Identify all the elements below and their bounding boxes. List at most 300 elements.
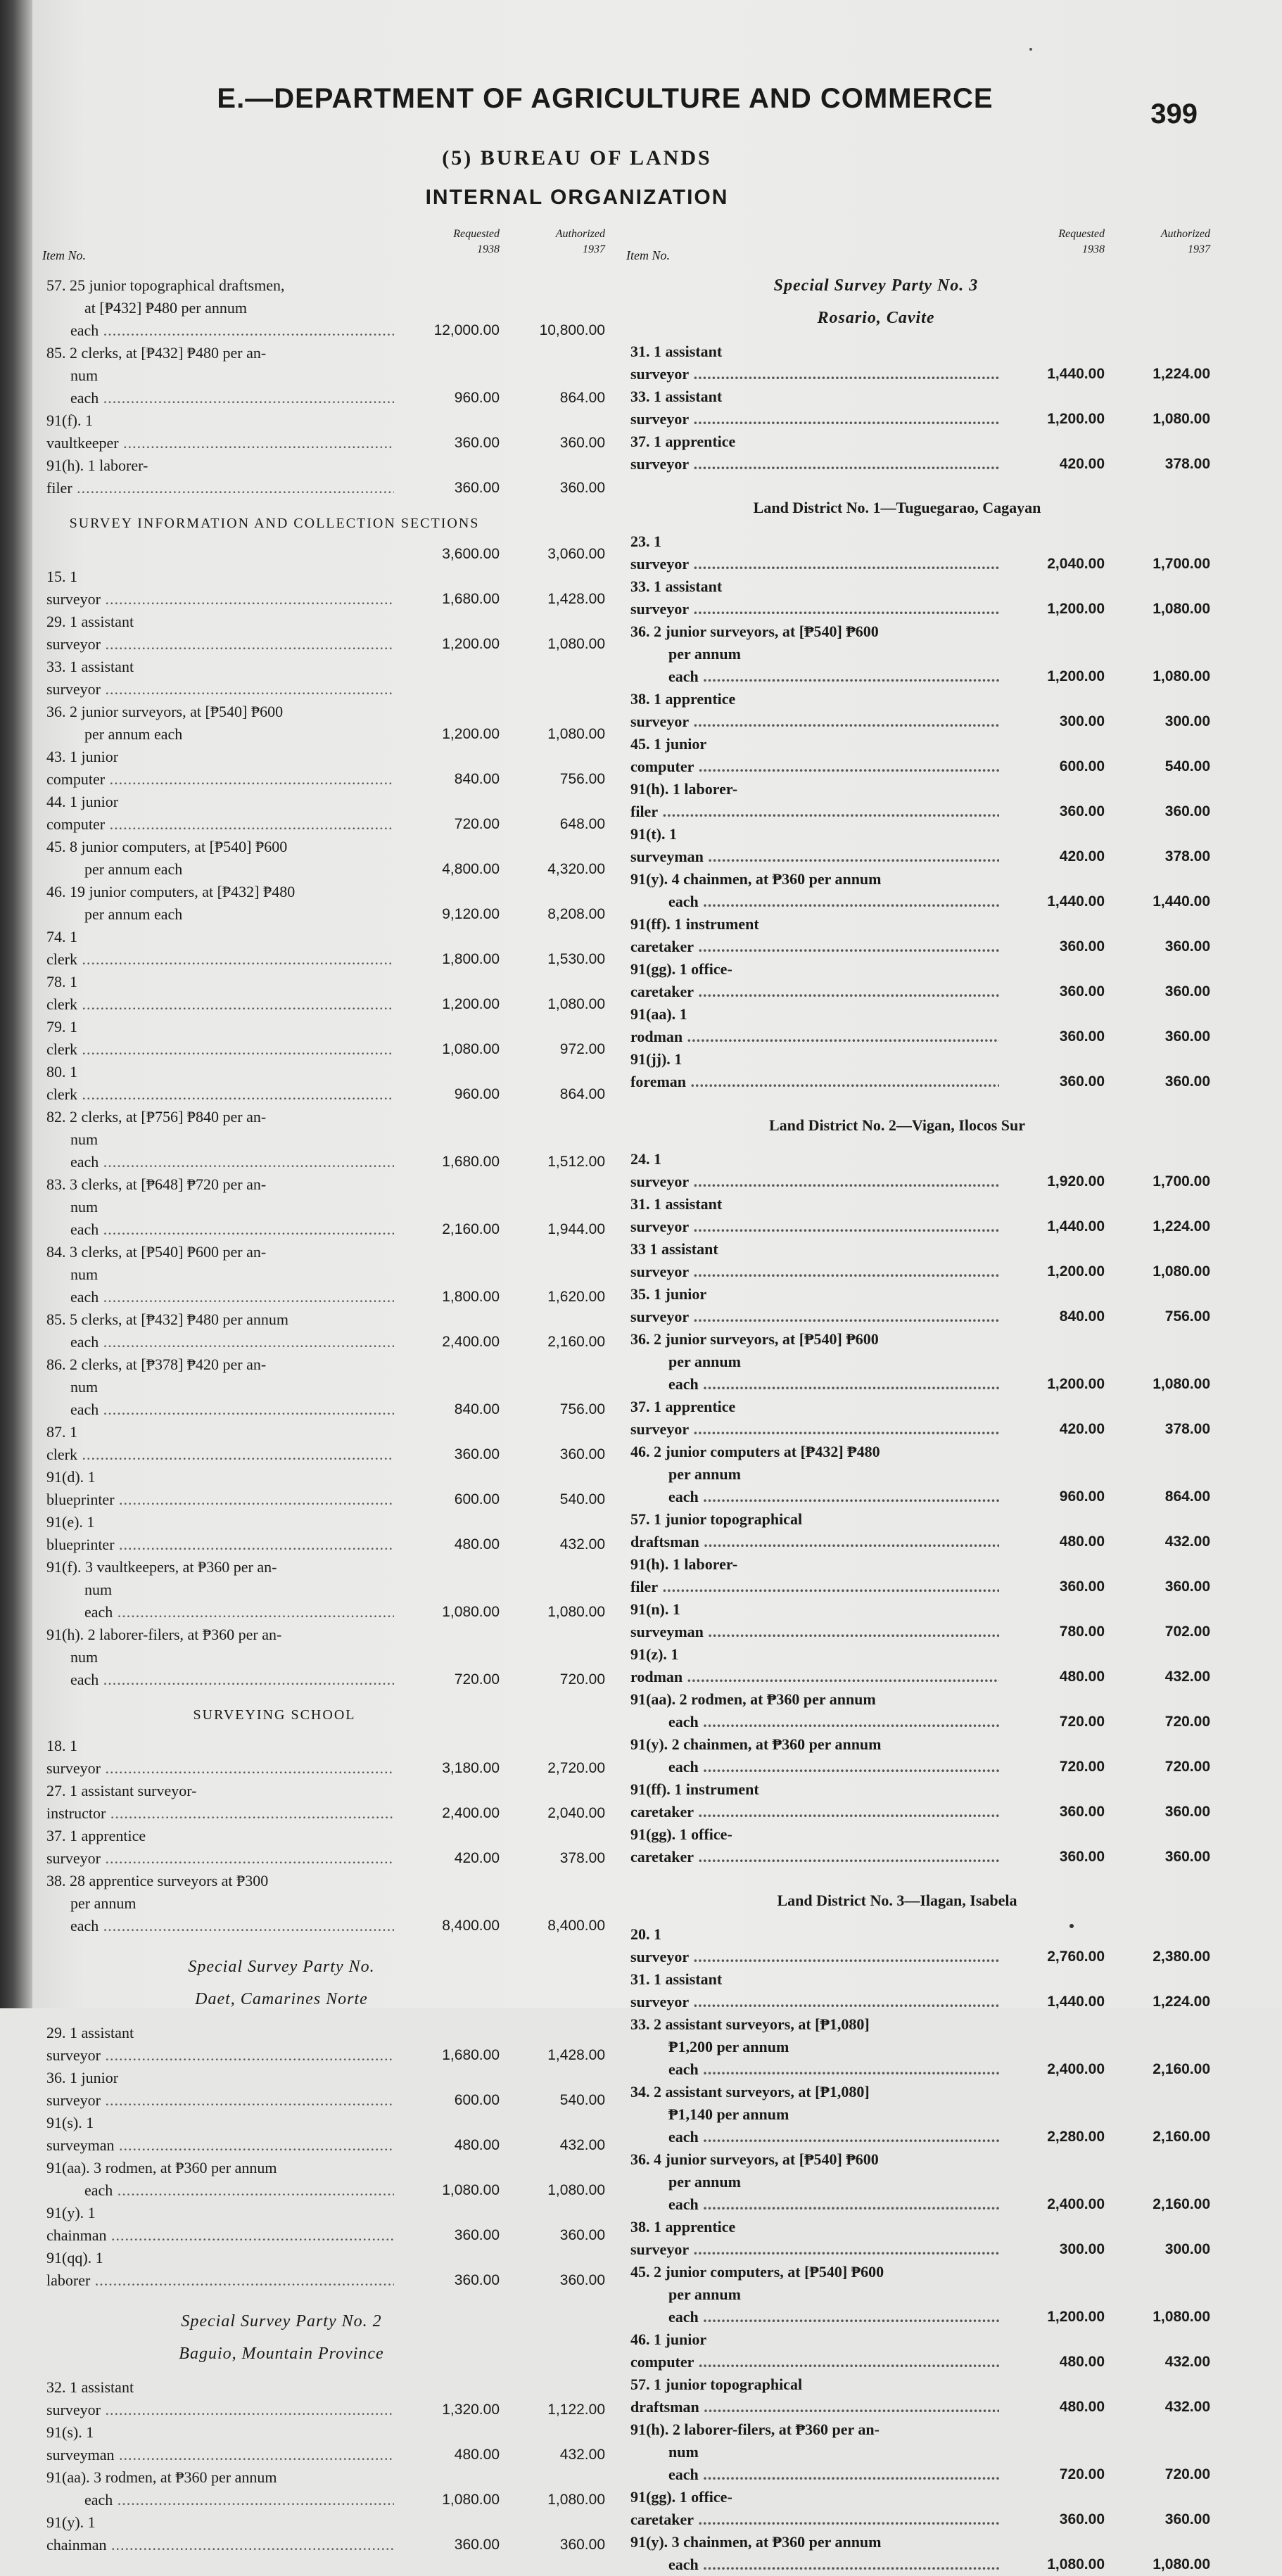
authorized-amount: 702.00	[1164, 1624, 1210, 1640]
row-description-text: 45. 8 junior computers, at [₱540] ₱600	[46, 838, 288, 855]
row-description-text: 91(y). 1 chainman .....	[46, 2513, 394, 2553]
requested-amount: 480.00	[454, 2447, 500, 2463]
right-column	[626, 227, 1210, 2576]
requested-amount: 1,680.00	[442, 591, 500, 607]
district2-rows	[626, 1148, 1210, 1868]
row-description-text: 36. 2 junior surveyors, at [₱540] ₱600	[630, 1330, 879, 1348]
authorized-amount: 3,060.00	[547, 546, 605, 562]
row-description	[42, 566, 394, 611]
requested-amount: 1,200.00	[442, 726, 500, 742]
requested-amount: 360.00	[454, 2227, 500, 2243]
table-row	[626, 431, 1210, 476]
table-row	[42, 319, 605, 342]
row-description-text: 29. 1 assistant surveyor .....	[46, 2024, 394, 2064]
row-description	[42, 926, 394, 971]
authorized-amount: 432.00	[1164, 2354, 1210, 2370]
row-description-text: 91(f). 1 vaultkeeper .....	[46, 412, 394, 452]
authorized-amount: 360.00	[1164, 1028, 1210, 1045]
row-description	[626, 2418, 999, 2441]
requested-amount: 2,280.00	[1047, 2129, 1105, 2145]
row-description	[626, 1193, 999, 1238]
requested-amount: 480.00	[1059, 2399, 1105, 2415]
party1-title: Special Survey Party No.	[188, 1958, 375, 1976]
row-description-text: 37. 1 apprentice surveyor .....	[630, 1398, 999, 1438]
authorized-amount: 1,944.00	[547, 1221, 605, 1237]
table-row	[42, 926, 605, 971]
row-description	[42, 1331, 394, 1353]
requested-amount: 420.00	[1059, 848, 1105, 865]
row-description	[626, 620, 999, 643]
authorized-amount: 720.00	[559, 1671, 605, 1688]
table-row	[626, 340, 1210, 385]
row-description-text: ₱1,200 per annum each .....	[668, 2038, 999, 2078]
table-row	[626, 2486, 1210, 2531]
table-row	[626, 1283, 1210, 1328]
row-description-text: num each .....	[70, 1130, 394, 1171]
requested-amount: 480.00	[1059, 1534, 1105, 1550]
authorized-amount: 756.00	[559, 771, 605, 787]
row-description-text: 57. 1 junior topographical draftsman .....	[630, 2376, 999, 2416]
table-row	[42, 656, 605, 701]
table-row	[42, 2022, 605, 2067]
authorized-amount: 1,080.00	[1153, 1263, 1210, 1280]
requested-header	[394, 227, 500, 267]
table-row	[626, 688, 1210, 733]
row-description-text: num each .....	[70, 1648, 394, 1688]
requested-amount: 1,200.00	[1047, 1263, 1105, 1280]
row-description	[42, 1241, 394, 1263]
bureau-title: (5) BUREAU OF LANDS	[442, 146, 712, 170]
table-row	[42, 1556, 605, 1579]
party3-title: Special Survey Party No. 3	[773, 276, 979, 295]
authorized-amount: 2,040.00	[547, 1805, 605, 1821]
requested-amount: 1,200.00	[1047, 668, 1105, 684]
row-description-text: each .....	[668, 1758, 999, 1775]
row-description-text: num each .....	[84, 1581, 394, 1621]
row-description-text: per annum each .....	[668, 1353, 999, 1393]
requested-amount: 1,200.00	[1047, 2309, 1105, 2325]
row-description	[42, 746, 394, 791]
authorized-amount: 360.00	[1164, 1804, 1210, 1820]
row-description	[626, 1508, 999, 1553]
row-description	[42, 2421, 394, 2466]
table-row	[42, 2067, 605, 2112]
requested-amount: 780.00	[1059, 1624, 1105, 1640]
authorized-amount: 378.00	[1164, 1421, 1210, 1437]
row-description-text: 43. 1 junior computer .....	[46, 748, 394, 788]
table-row	[42, 454, 605, 499]
row-description	[42, 2112, 394, 2157]
row-description-text: ₱1,140 per annum each .....	[668, 2105, 999, 2145]
table-row	[626, 958, 1210, 1003]
table-row	[626, 868, 1210, 891]
authorized-amount: 648.00	[559, 816, 605, 832]
row-description-text: 33 1 assistant surveyor .....	[630, 1240, 999, 1280]
row-description	[42, 1421, 394, 1466]
authorized-amount: 1,512.00	[547, 1154, 605, 1170]
requested-amount: 4,800.00	[442, 861, 500, 877]
requested-amount: 1,440.00	[1047, 1994, 1105, 2010]
table-row	[42, 1196, 605, 1241]
row-description-text: per annum each	[84, 860, 183, 878]
requested-amount: 360.00	[1059, 803, 1105, 820]
table-row	[42, 858, 605, 881]
district2-title: Land District No. 2—Vigan, Ilocos Sur	[768, 1116, 1026, 1134]
row-description-text: 34. 2 assistant surveyors, at [₱1,080]	[630, 2083, 870, 2100]
table-row	[626, 913, 1210, 958]
row-description	[42, 1892, 394, 1937]
row-description	[42, 2511, 394, 2556]
authorized-amount: 1,428.00	[547, 2047, 605, 2063]
row-description	[626, 431, 999, 476]
row-description-text: 85. 2 clerks, at [₱432] ₱480 per an-	[46, 344, 267, 362]
authorized-amount: 378.00	[559, 1850, 605, 1866]
row-description-text: 46. 2 junior computers at [₱432] ₱480	[630, 1443, 880, 1460]
authorized-amount: 1,080.00	[1153, 601, 1210, 617]
table-row	[42, 1646, 605, 1691]
row-description	[42, 274, 394, 297]
table-row	[42, 409, 605, 454]
authorized-amount: 1,080.00	[1153, 2309, 1210, 2325]
section-title: INTERNAL ORGANIZATION	[425, 186, 729, 209]
row-description-text: 36. 2 junior surveyors, at [₱540] ₱600	[46, 703, 284, 720]
requested-amount: 360.00	[1059, 1579, 1105, 1595]
district3-rows	[626, 1923, 1210, 2576]
authorized-amount: 1,080.00	[1153, 1376, 1210, 1392]
requested-amount: 300.00	[1059, 713, 1105, 729]
authorized-amount: 300.00	[1164, 2241, 1210, 2257]
row-description-text: 44. 1 junior computer .....	[46, 793, 394, 833]
row-description	[626, 2486, 999, 2531]
row-description-text: per annum each	[84, 905, 183, 923]
row-description-text: 45. 1 junior computer .....	[630, 735, 999, 775]
row-description	[626, 1968, 999, 2013]
requested-amount: 1,080.00	[442, 2492, 500, 2508]
row-description	[626, 2373, 999, 2418]
table-row	[42, 1579, 605, 1624]
table-row	[42, 342, 605, 364]
row-description-text: 91(h). 1 laborer-filer .....	[46, 457, 394, 497]
row-description-text: each .....	[668, 2556, 999, 2573]
row-description-text: 31. 1 assistant surveyor .....	[630, 1195, 999, 1235]
row-description-text: num each .....	[70, 1265, 394, 1306]
table-row	[626, 2531, 1210, 2553]
requested-amount: 720.00	[1059, 2466, 1105, 2482]
row-description-text: 91(y). 3 chainmen, at ₱360 per annum	[630, 2533, 882, 2551]
row-description	[42, 723, 394, 746]
row-description	[626, 1003, 999, 1048]
row-description-text: 82. 2 clerks, at [₱756] ₱840 per an-	[46, 1108, 267, 1126]
party2-rows	[42, 2376, 605, 2556]
party3-rows	[626, 340, 1210, 476]
row-description	[626, 688, 999, 733]
table-row	[626, 1238, 1210, 1283]
requested-amount: 720.00	[1059, 1759, 1105, 1775]
requested-amount: 3,600.00	[442, 546, 500, 562]
table-row	[626, 1643, 1210, 1688]
authorized-amount: 360.00	[559, 2227, 605, 2243]
row-description-text: num each .....	[70, 366, 394, 407]
table-row	[626, 1003, 1210, 1048]
authorized-amount: 540.00	[559, 1491, 605, 1507]
surveying-school-heading: SURVEYING SCHOOL	[193, 1707, 356, 1723]
row-description	[42, 364, 394, 409]
row-description	[42, 1825, 394, 1870]
requested-amount: 1,440.00	[1047, 366, 1105, 382]
row-description	[42, 1646, 394, 1691]
row-description	[626, 2531, 999, 2553]
authorized-amount: 360.00	[1164, 938, 1210, 955]
requested-amount: 2,400.00	[442, 1805, 500, 1821]
requested-amount: 600.00	[454, 1491, 500, 1507]
row-description-text: each .....	[668, 1713, 999, 1730]
row-description-text: 91(f). 3 vaultkeepers, at ₱360 per an-	[46, 1558, 277, 1576]
requested-amount: 12,000.00	[433, 322, 500, 338]
table-row	[42, 1376, 605, 1421]
authorized-amount: 1,440.00	[1153, 893, 1210, 910]
authorized-amount: 360.00	[559, 1446, 605, 1462]
authorized-amount: 1,080.00	[1153, 668, 1210, 684]
table-row	[42, 2179, 605, 2202]
authorized-amount: 8,400.00	[547, 1918, 605, 1934]
row-description	[626, 575, 999, 620]
requested-amount: 360.00	[1059, 1073, 1105, 1090]
requested-amount: 840.00	[454, 1401, 500, 1417]
table-row	[626, 1463, 1210, 1508]
row-description	[626, 733, 999, 778]
requested-amount: 9,120.00	[442, 906, 500, 922]
row-description-text: 33. 1 assistant surveyor .....	[46, 658, 394, 698]
row-description-text: 37. 1 apprentice surveyor .....	[46, 1827, 394, 1867]
requested-amount: 1,200.00	[442, 636, 500, 652]
item-no-header: Item No.	[42, 248, 86, 262]
row-description	[626, 1823, 999, 1868]
table-row	[626, 733, 1210, 778]
table-row	[626, 1351, 1210, 1396]
requested-amount: 300.00	[1059, 2241, 1105, 2257]
row-description-text: 86. 2 clerks, at [₱378] ₱420 per an-	[46, 1356, 267, 1373]
authorized-amount: 432.00	[559, 2447, 605, 2463]
row-description	[42, 2179, 394, 2202]
row-description-text: each .....	[70, 321, 394, 339]
authorized-amount: 720.00	[1164, 1714, 1210, 1730]
requested-amount: 1,800.00	[442, 951, 500, 967]
row-description	[626, 891, 999, 913]
row-description-text: 91(gg). 1 office-caretaker .....	[630, 960, 999, 1000]
requested-amount: 720.00	[1059, 1714, 1105, 1730]
row-description-text: 91(gg). 1 office-caretaker .....	[630, 2488, 999, 2528]
authorized-amount: 360.00	[1164, 1849, 1210, 1865]
authorized-amount: 1,080.00	[547, 1604, 605, 1620]
authorized-amount: 432.00	[559, 1536, 605, 1552]
row-description	[42, 971, 394, 1016]
table-row	[626, 823, 1210, 868]
table-row	[42, 2466, 605, 2489]
survey-sections-heading: SURVEY INFORMATION AND COLLECTION SECTIONS	[69, 516, 480, 531]
requested-amount: 360.00	[1059, 938, 1105, 955]
table-row	[42, 1624, 605, 1646]
party3-place: Rosario, Cavite	[817, 309, 935, 327]
row-description	[42, 1128, 394, 1173]
requested-amount: 2,400.00	[1047, 2061, 1105, 2077]
row-description	[626, 340, 999, 385]
row-description	[42, 1870, 394, 1892]
row-description-text: 91(y). 1 chainman .....	[46, 2204, 394, 2244]
row-description-text: 91(ff). 1 instrument caretaker .....	[630, 1780, 999, 1821]
requested-amount: 2,760.00	[1047, 1949, 1105, 1965]
requested-amount: 1,200.00	[1047, 1376, 1105, 1392]
row-description	[626, 2103, 999, 2148]
requested-amount: 1,920.00	[1047, 1173, 1105, 1190]
requested-label: Requested	[453, 228, 500, 240]
row-description-text: 23. 1 surveyor .....	[630, 533, 999, 573]
table-row	[42, 1308, 605, 1331]
row-description	[42, 858, 394, 881]
table-row	[626, 575, 1210, 620]
table-row	[42, 881, 605, 903]
requested-amount: 360.00	[454, 2537, 500, 2553]
requested-amount: 1,680.00	[442, 2047, 500, 2063]
row-description-text: 84. 3 clerks, at [₱540] ₱600 per an-	[46, 1243, 267, 1261]
row-description-text: 33. 1 assistant surveyor .....	[630, 578, 999, 618]
table-row	[42, 1870, 605, 1892]
authorized-amount: 540.00	[1164, 758, 1210, 774]
authorized-amount: 360.00	[1164, 983, 1210, 1000]
table-row	[626, 2171, 1210, 2216]
authorized-amount: 8,208.00	[547, 906, 605, 922]
row-description	[42, 1376, 394, 1421]
requested-amount: 360.00	[1059, 983, 1105, 1000]
requested-amount: 420.00	[1059, 1421, 1105, 1437]
table-row	[626, 1823, 1210, 1868]
authorized-amount: 1,224.00	[1153, 1218, 1210, 1235]
party1-place: Daet, Camarines Norte	[195, 1990, 368, 2008]
row-description	[42, 1780, 394, 1825]
authorized-amount: 1,224.00	[1153, 1994, 1210, 2010]
requested-amount: 1,080.00	[1047, 2556, 1105, 2572]
row-description-text: 45. 2 junior computers, at [₱540] ₱600	[630, 2263, 884, 2281]
row-description-text: 29. 1 assistant surveyor .....	[46, 613, 394, 653]
requested-amount: 1,200.00	[1047, 601, 1105, 617]
requested-amount: 480.00	[1059, 2354, 1105, 2370]
requested-label-right: Requested	[1058, 228, 1105, 240]
table-row	[626, 1441, 1210, 1463]
table-row	[626, 2373, 1210, 2418]
requested-header-right	[999, 227, 1105, 267]
table-row	[42, 1106, 605, 1128]
left-column-header	[42, 227, 605, 267]
table-row	[42, 2157, 605, 2179]
row-description-text: 91(n). 1 surveyman .....	[630, 1600, 999, 1640]
item-no-header-right: Item No.	[626, 248, 670, 262]
table-row	[42, 1511, 605, 1556]
row-description	[626, 1441, 999, 1463]
table-row	[42, 971, 605, 1016]
authorized-amount: 360.00	[559, 2537, 605, 2553]
row-description-text: 78. 1 clerk .....	[46, 973, 394, 1013]
row-description-text: 91(h). 1 laborer-filer .....	[630, 780, 999, 820]
table-row	[42, 1735, 605, 1780]
table-row	[626, 2418, 1210, 2441]
row-description	[626, 1048, 999, 1093]
row-description-text: 32. 1 assistant surveyor .....	[46, 2378, 394, 2418]
table-row	[42, 2202, 605, 2247]
row-description	[626, 1351, 999, 1396]
row-description	[626, 2036, 999, 2081]
row-description-text: per annum each .....	[668, 2285, 999, 2326]
row-description	[626, 913, 999, 958]
row-description-text: 91(s). 1 surveyman .....	[46, 2114, 394, 2154]
row-description-text: 91(h). 2 laborer-filers, at ₱360 per an-	[46, 1626, 282, 1643]
requested-amount: 1,440.00	[1047, 893, 1105, 910]
row-description	[42, 2489, 394, 2511]
table-row	[626, 891, 1210, 913]
row-description	[626, 2171, 999, 2216]
row-description	[626, 1688, 999, 1711]
page-number: 399	[1150, 98, 1198, 129]
authorized-amount: 432.00	[1164, 2399, 1210, 2415]
table-row	[42, 364, 605, 409]
row-description-text: 91(h). 2 laborer-filers, at ₱360 per an-	[630, 2421, 880, 2438]
row-description	[42, 1308, 394, 1331]
table-row	[626, 1193, 1210, 1238]
row-description-text: 31. 1 assistant surveyor .....	[630, 1970, 999, 2010]
authorized-amount: 2,720.00	[547, 1760, 605, 1776]
authorized-amount: 432.00	[1164, 1669, 1210, 1685]
row-description	[42, 1173, 394, 1196]
table-row	[42, 1466, 605, 1511]
requested-amount: 480.00	[1059, 1669, 1105, 1685]
requested-amount: 2,160.00	[442, 1221, 500, 1237]
table-row	[42, 297, 605, 319]
authorized-amount: 1,080.00	[1153, 2556, 1210, 2572]
table-row	[42, 2376, 605, 2421]
requested-amount: 480.00	[454, 1536, 500, 1552]
authorized-amount: 2,160.00	[547, 1334, 605, 1350]
authorized-label-right: Authorized	[1160, 228, 1210, 240]
requested-amount: 360.00	[454, 2272, 500, 2288]
requested-amount: 420.00	[454, 1850, 500, 1866]
row-description-text: 91(aa). 1 rodman .....	[630, 1005, 999, 1045]
requested-amount: 1,440.00	[1047, 1218, 1105, 1235]
row-description-text: 91(h). 1 laborer-filer .....	[630, 1555, 999, 1595]
row-description-text: 15. 1 surveyor .....	[46, 568, 394, 608]
authorized-amount: 864.00	[1164, 1488, 1210, 1505]
row-description-text: 38. 1 apprentice surveyor .....	[630, 690, 999, 730]
requested-amount: 360.00	[1059, 1804, 1105, 1820]
table-row	[626, 1968, 1210, 2013]
row-description-text: 46. 19 junior computers, at [₱432] ₱480	[46, 883, 296, 900]
authorized-amount: 1,620.00	[547, 1289, 605, 1305]
authorized-amount: 2,380.00	[1153, 1949, 1210, 1965]
requested-amount: 720.00	[454, 1671, 500, 1688]
row-description-text: 38. 1 apprentice surveyor .....	[630, 2218, 999, 2258]
row-description	[42, 611, 394, 656]
row-description	[626, 530, 999, 575]
requested-year-right: 1938	[1082, 243, 1105, 255]
row-description-text: 91(qq). 1 laborer .....	[46, 2249, 394, 2289]
table-row	[42, 274, 605, 297]
table-row	[626, 2328, 1210, 2373]
row-description	[626, 778, 999, 823]
requested-amount: 360.00	[454, 435, 500, 451]
requested-amount: 600.00	[1059, 758, 1105, 774]
authorized-amount: 1,122.00	[547, 2402, 605, 2418]
table-row	[626, 1148, 1210, 1193]
table-row	[42, 1173, 605, 1196]
row-description	[42, 2376, 394, 2421]
authorized-amount: 1,224.00	[1153, 366, 1210, 382]
